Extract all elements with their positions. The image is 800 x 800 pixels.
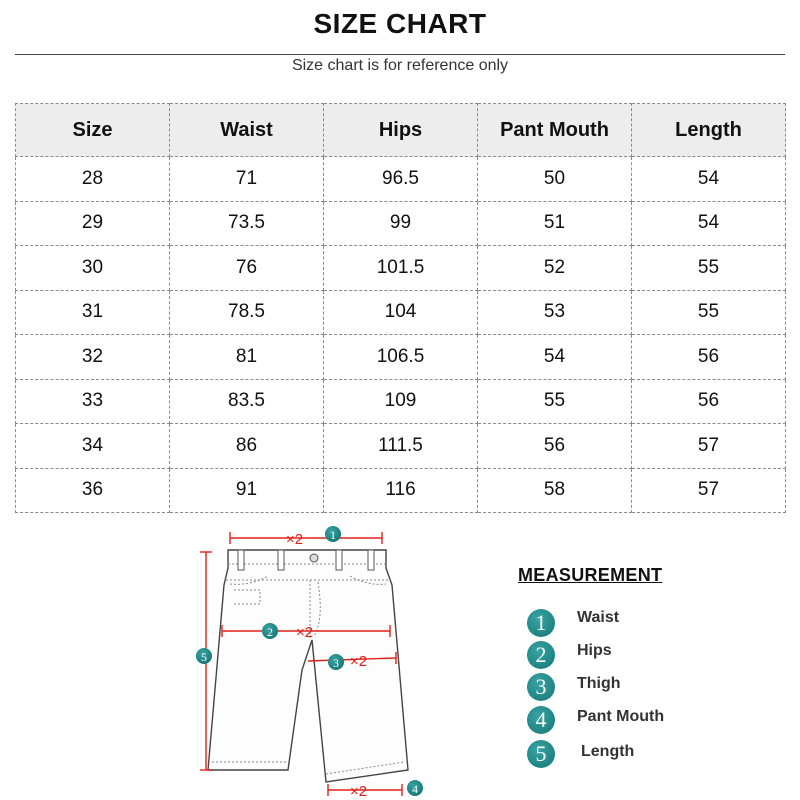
svg-text:2: 2	[267, 625, 273, 639]
table-row	[16, 290, 786, 335]
table-row	[16, 424, 786, 469]
table-cell: 83.5	[170, 379, 324, 424]
legend-label: Thigh	[577, 675, 621, 692]
table-cell: 31	[16, 290, 170, 335]
table-cell: 56	[632, 335, 786, 380]
svg-text:3: 3	[333, 656, 339, 670]
table-cell: 55	[478, 379, 632, 424]
table-cell: 96.5	[324, 157, 478, 202]
table-cell: 51	[478, 201, 632, 246]
table-cell: 29	[16, 201, 170, 246]
column-header-length: Length	[632, 104, 786, 157]
table-cell: 56	[478, 424, 632, 469]
table-cell: 81	[170, 335, 324, 380]
table-cell: 101.5	[324, 246, 478, 291]
table-cell: 104	[324, 290, 478, 335]
table-cell: 30	[16, 246, 170, 291]
table-cell: 86	[170, 424, 324, 469]
table-cell: 57	[632, 424, 786, 469]
table-row	[16, 335, 786, 380]
thigh-multiplier: ×2	[350, 653, 368, 670]
hips-multiplier: ×2	[296, 624, 314, 641]
table-cell: 52	[478, 246, 632, 291]
table-cell: 71	[170, 157, 324, 202]
title-divider	[15, 54, 785, 55]
table-row	[16, 379, 786, 424]
waist-multiplier: ×2	[286, 531, 304, 548]
table-cell: 73.5	[170, 201, 324, 246]
table-cell: 54	[632, 157, 786, 202]
page-title: SIZE CHART	[313, 8, 487, 39]
table-cell: 50	[478, 157, 632, 202]
button-icon	[310, 554, 318, 562]
size-table	[15, 103, 786, 513]
table-cell: 55	[632, 246, 786, 291]
measurement-title: MEASUREMENT	[518, 565, 663, 585]
number-badge-icon: 5	[527, 740, 555, 768]
diagram-marker-hips	[262, 623, 278, 639]
table-cell: 54	[478, 335, 632, 380]
table-row	[16, 246, 786, 291]
table-cell: 91	[170, 468, 324, 513]
table-cell: 106.5	[324, 335, 478, 380]
table-cell: 116	[324, 468, 478, 513]
table-cell: 76	[170, 246, 324, 291]
svg-text:1: 1	[330, 528, 336, 542]
table-cell: 34	[16, 424, 170, 469]
table-cell: 54	[632, 201, 786, 246]
pant-mouth-multiplier: ×2	[350, 783, 368, 800]
table-cell: 57	[632, 468, 786, 513]
table-cell: 36	[16, 468, 170, 513]
page-subtitle: Size chart is for reference only	[291, 57, 509, 74]
number-badge-icon: 1	[527, 609, 555, 637]
table-row	[16, 468, 786, 513]
table-cell: 99	[324, 201, 478, 246]
legend-label: Waist	[577, 609, 620, 626]
shorts-outline	[208, 550, 408, 782]
number-badge-icon: 4	[527, 706, 555, 734]
number-badge-icon: 2	[527, 641, 555, 669]
table-cell: 55	[632, 290, 786, 335]
table-cell: 33	[16, 379, 170, 424]
table-cell: 32	[16, 335, 170, 380]
table-cell: 109	[324, 379, 478, 424]
table-cell: 53	[478, 290, 632, 335]
column-header-pant-mouth: Pant Mouth	[478, 104, 632, 157]
diagram-marker-thigh	[328, 654, 344, 670]
diagram-marker-length	[196, 648, 212, 664]
table-header-row	[16, 104, 786, 157]
table-row	[16, 157, 786, 202]
legend-label: Pant Mouth	[577, 708, 665, 725]
table-cell: 78.5	[170, 290, 324, 335]
column-header-size: Size	[16, 104, 170, 157]
column-header-waist: Waist	[170, 104, 324, 157]
legend-label: Hips	[577, 642, 612, 659]
table-row	[16, 201, 786, 246]
table-cell: 58	[478, 468, 632, 513]
table-cell: 111.5	[324, 424, 478, 469]
svg-text:4: 4	[412, 782, 418, 796]
shorts-diagram	[190, 520, 440, 800]
column-header-hips: Hips	[324, 104, 478, 157]
legend-label: Length	[581, 743, 635, 760]
diagram-marker-waist	[325, 526, 341, 542]
number-badge-icon: 3	[527, 673, 555, 701]
table-cell: 56	[632, 379, 786, 424]
diagram-marker-pant-mouth	[407, 780, 423, 796]
table-cell: 28	[16, 157, 170, 202]
svg-text:5: 5	[201, 650, 207, 664]
